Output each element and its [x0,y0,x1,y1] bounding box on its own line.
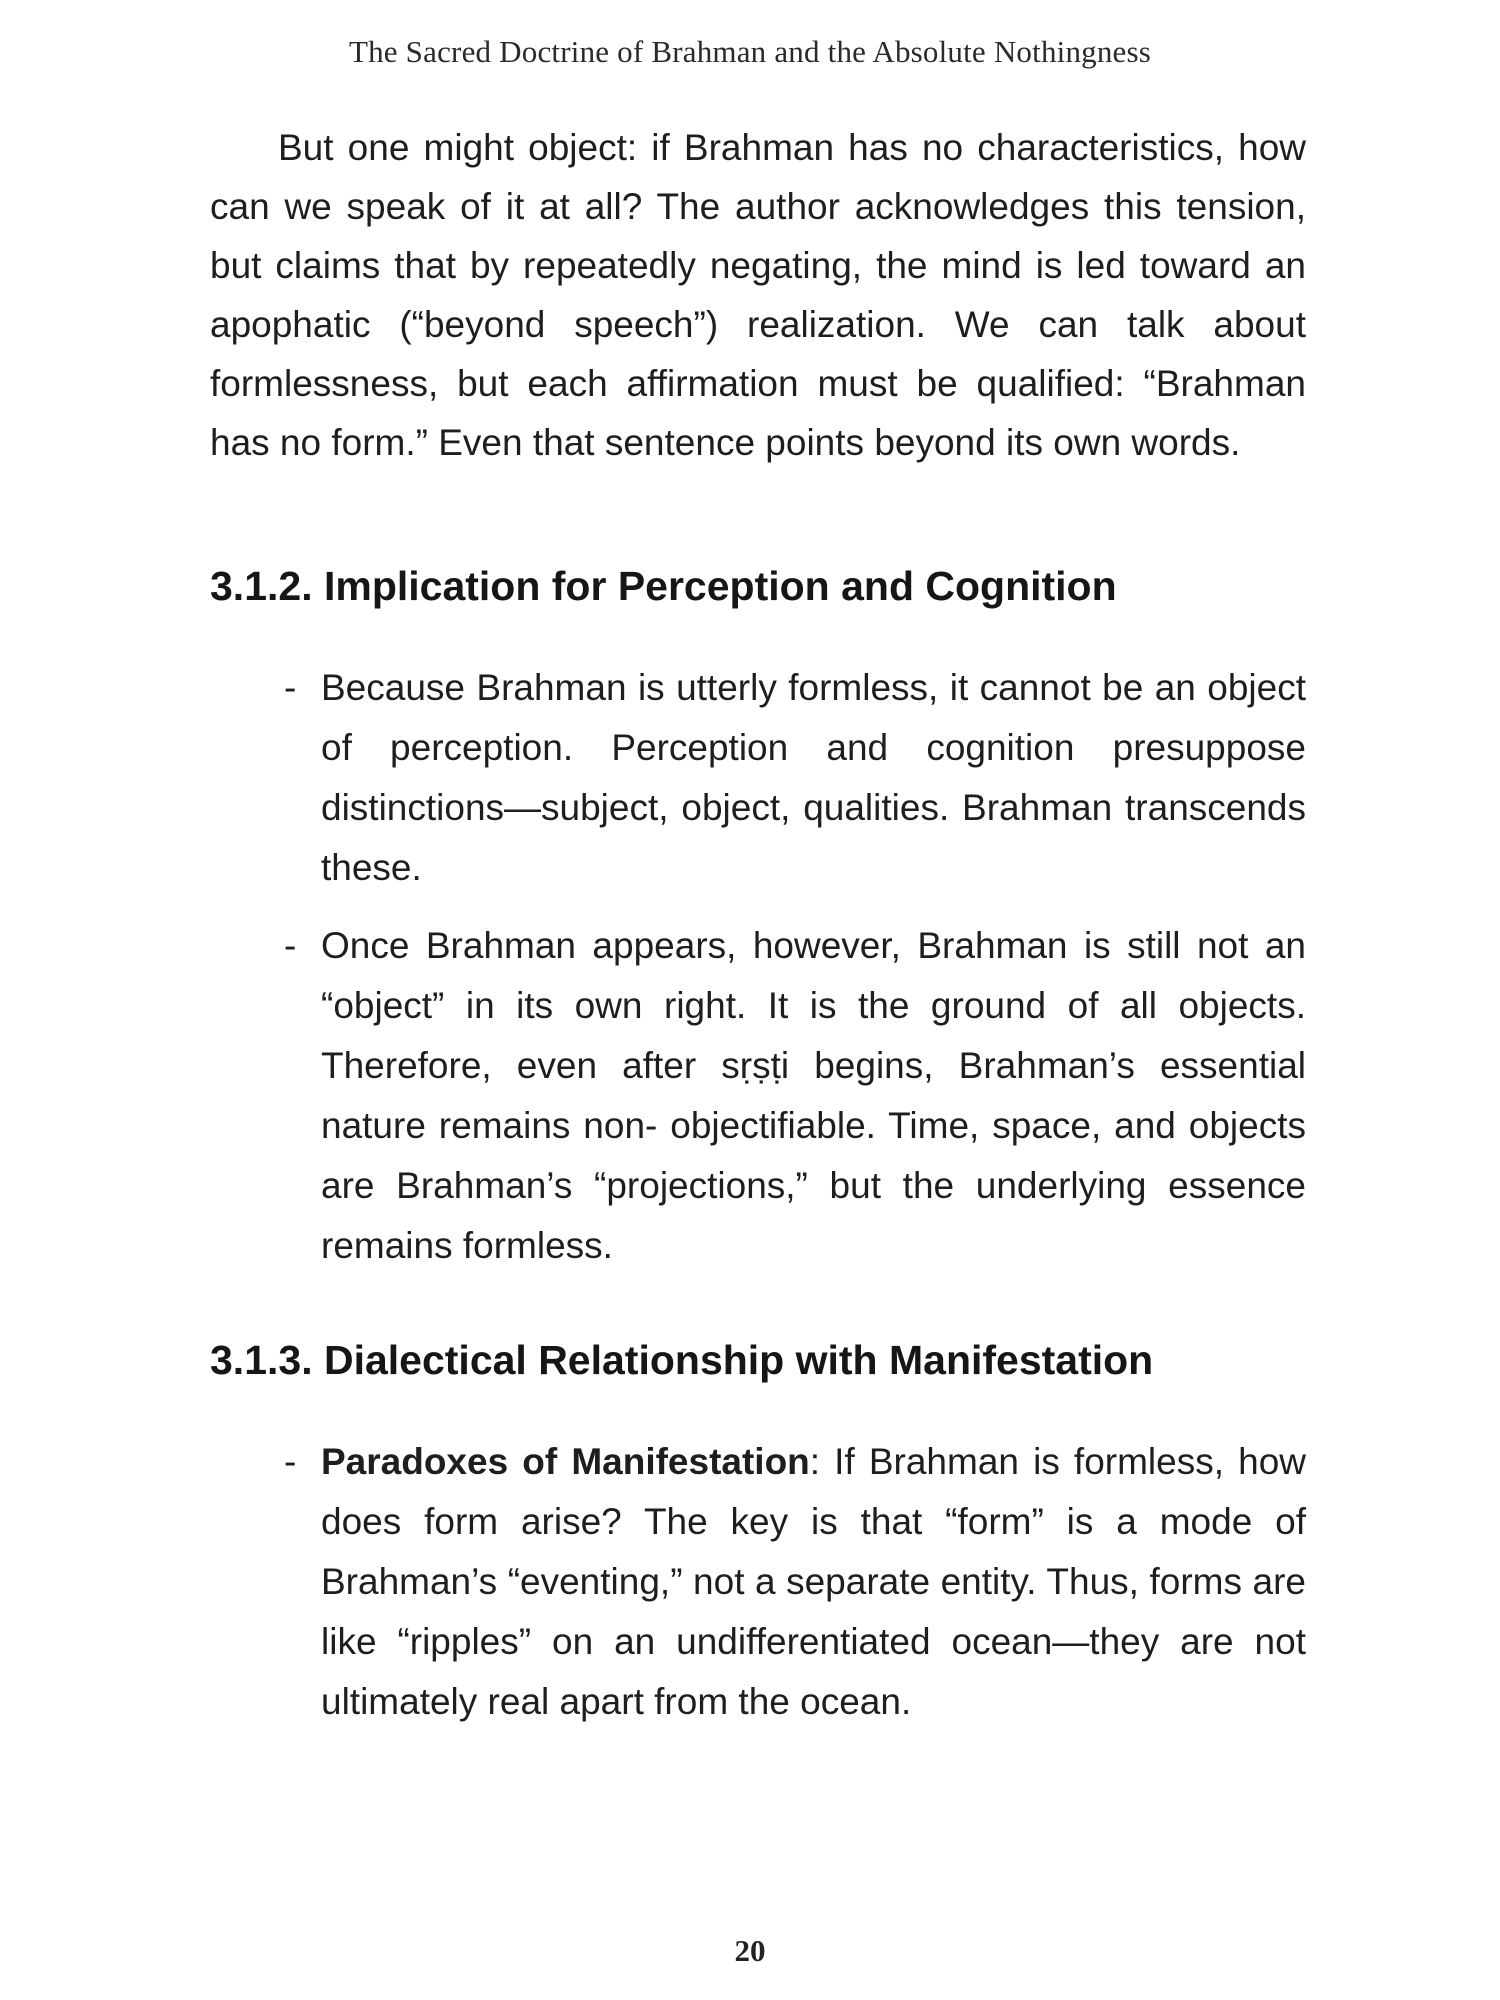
running-header: The Sacred Doctrine of Brahman and the Absolute Nothingness [348,34,1152,69]
list-item-text: Because Brahman is utterly formless, it cannot be an object of perception. Perception and cognition presuppose distinctions—subject, object, qualities. Brahman transcends these. [321,667,1306,888]
section-heading-3-1-3: 3.1.3. Dialectical Relationship with Manifestation [210,1337,1154,1383]
page-number: 20 [734,1933,766,1968]
page-content [210,118,1306,1750]
section-heading-3-1-2: 3.1.2. Implication for Perception and Cognition [210,563,1117,609]
list-item-text: : If Brahman is formless, how does form arise? The key is that “form” is a mode of Brahman’s “eventing,” not a separate entity. Thus, forms are like “ripples” on an undifferentiated ocean—they are not ultimately real apart from the ocean. [321,1441,1306,1722]
bullet-dash: - [284,667,297,708]
list-item [210,1432,1306,1732]
bullet-list-3-1-2 [210,658,1306,1276]
intro-paragraph: But one might object: if Brahman has no characteristics, how can we speak of it at all? The author acknowledges this tension, but claims that by repeatedly negating, the mind is led toward an apophatic (“beyond speech”) realization. We can talk about formlessness, but each affirmation must be qualified: “Brahman has no form.” Even that sentence points beyond its own words. [210,127,1306,463]
list-item-lead: Paradoxes of Manifestation [321,1441,810,1482]
bullet-list-3-1-3 [210,1432,1306,1732]
bullet-dash: - [284,925,297,966]
bullet-dash: - [284,1441,297,1482]
list-item [210,658,1306,898]
list-item [210,916,1306,1276]
list-item-text: Once Brahman appears, however, Brahman is still not an “object” in its own right. It is the ground of all objects. Therefore, even after sṛṣṭi begins, Brahman’s essential nature remains non- objectifiable. Time, space, and objects are Brahman’s “projections,” but the underlying essence remains formless. [321,925,1306,1266]
